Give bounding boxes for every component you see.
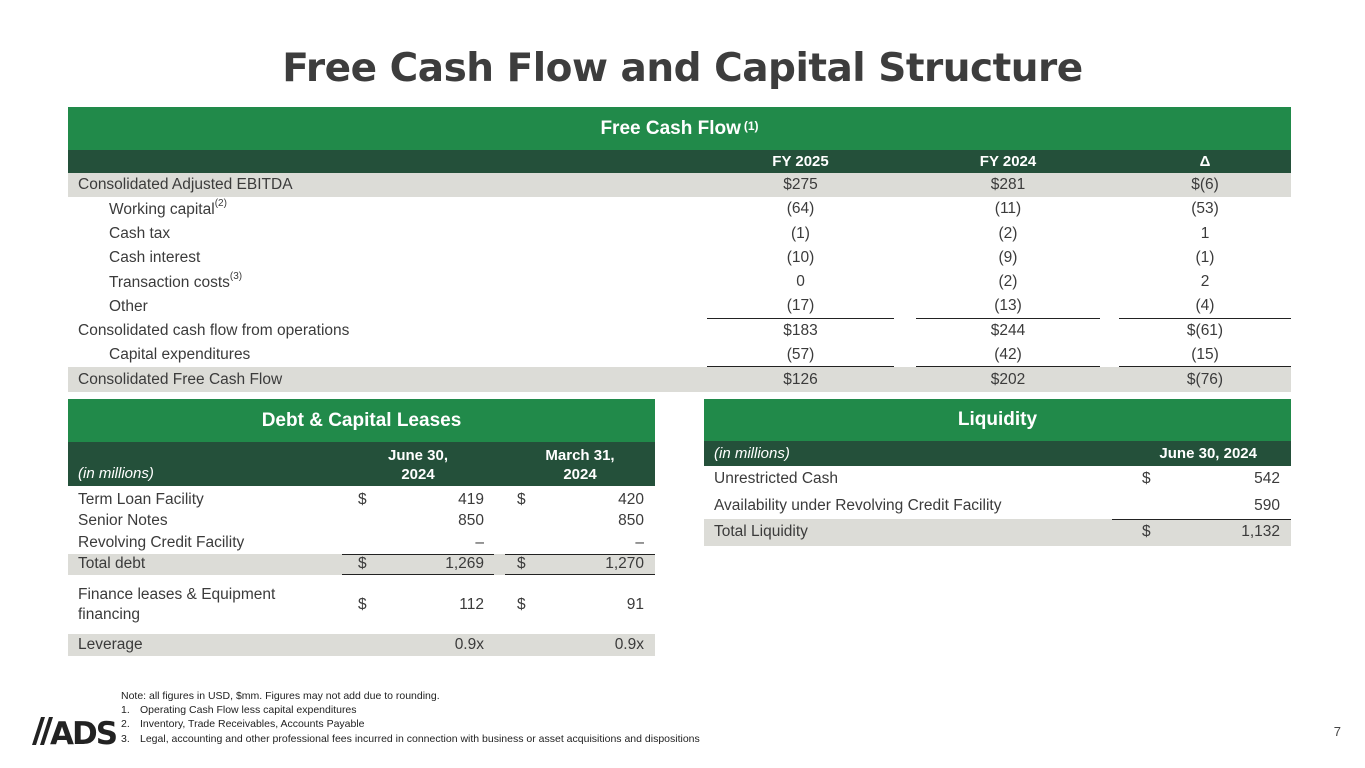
- liquidity-col-june: June 30, 2024: [1159, 445, 1257, 462]
- table-row: [704, 519, 1291, 546]
- currency: $: [517, 555, 526, 573]
- cell: (64): [786, 200, 815, 218]
- fcf-header-label: Free Cash Flow: [600, 117, 741, 139]
- table-row: [68, 270, 1291, 294]
- cell: $183: [783, 321, 818, 339]
- table-row: [68, 554, 655, 576]
- cell: –: [635, 533, 644, 551]
- cell: 590: [1254, 496, 1280, 514]
- row-label: Finance leases & Equipment financing: [78, 585, 276, 623]
- row-label: Term Loan Facility: [78, 490, 204, 508]
- cell: (17): [707, 294, 894, 318]
- fcf-header-footnote: (1): [743, 118, 759, 133]
- cell: 850: [458, 512, 484, 530]
- currency: $: [358, 595, 367, 613]
- table-row: [68, 367, 1291, 391]
- cell: $202: [990, 370, 1026, 388]
- liquidity-table: [704, 399, 1291, 546]
- cell: 1,269: [445, 555, 484, 573]
- page-title: Free Cash Flow and Capital Structure: [282, 46, 1083, 91]
- row-label: Working capital$^{(2)}$: [109, 197, 227, 219]
- currency: $: [358, 490, 367, 508]
- currency: $: [517, 595, 526, 613]
- cell: 1: [1200, 224, 1210, 242]
- cell: (9): [998, 249, 1018, 267]
- ads-logo: [30, 713, 125, 747]
- cell: 2: [1200, 273, 1210, 291]
- cell: $(76): [1186, 370, 1224, 388]
- cell: (11): [994, 200, 1022, 218]
- debt-units: (in millions): [78, 465, 154, 482]
- cell: 420: [618, 490, 644, 508]
- cell: –: [475, 533, 484, 551]
- row-label: Consolidated Adjusted EBITDA: [78, 176, 293, 194]
- cell: 850: [618, 512, 644, 530]
- footnotes: [121, 689, 700, 746]
- row-label: Revolving Credit Facility: [78, 533, 245, 551]
- row-label: Other: [109, 297, 148, 315]
- currency: $: [517, 490, 526, 508]
- fcf-header: [68, 107, 1291, 150]
- cell: (42): [916, 343, 1100, 367]
- cell: (10): [786, 249, 815, 267]
- cell: $(6): [1191, 176, 1219, 194]
- row-label: Cash tax: [109, 224, 171, 242]
- free-cash-flow-table: [68, 107, 1291, 392]
- cell: 1,270: [605, 555, 644, 573]
- row-label: Leverage: [78, 636, 143, 653]
- debt-column-header-row: [68, 442, 655, 486]
- table-row: [68, 246, 1291, 270]
- cell: (15): [1119, 343, 1291, 367]
- row-label: Consolidated cash flow from operations: [78, 321, 350, 339]
- cell: 112: [459, 595, 484, 613]
- row-label: Transaction costs$^{(3)}$: [109, 270, 243, 291]
- footnote-item: 3. Legal, accounting and other professional fees incurred in connection with business or asset acquisitions and dispositions: [121, 732, 700, 745]
- cell: (13): [916, 294, 1100, 318]
- cell: (4): [1119, 294, 1291, 318]
- svg-text:ADS: ADS: [50, 716, 117, 747]
- row-label: Availability under Revolving Credit Facility: [714, 496, 1002, 514]
- table-row: [704, 493, 1291, 520]
- table-row: [68, 343, 1291, 367]
- table-row: [704, 466, 1291, 493]
- liquidity-header: Liquidity: [704, 399, 1291, 441]
- table-row: [68, 319, 1291, 343]
- cell: $281: [990, 176, 1026, 194]
- row-label: Senior Notes: [78, 512, 168, 530]
- cell: 0: [796, 273, 805, 291]
- fcf-col-fy2025: FY 2025: [772, 153, 829, 170]
- cell: 542: [1254, 470, 1280, 488]
- liquidity-units: (in millions): [714, 445, 790, 462]
- cell: 419: [458, 490, 484, 508]
- table-row: [68, 634, 655, 656]
- cell: $(61): [1186, 321, 1224, 339]
- row-label: Consolidated Free Cash Flow: [78, 370, 283, 388]
- cell: (2): [998, 273, 1018, 291]
- table-row: [68, 532, 655, 554]
- cell: $244: [990, 321, 1026, 339]
- table-row: [68, 294, 1291, 318]
- cell: $275: [783, 176, 818, 194]
- cell: (2): [998, 224, 1018, 242]
- table-row: [68, 511, 655, 533]
- cell: 0.9x: [454, 636, 484, 653]
- debt-capital-leases-table: [68, 399, 655, 656]
- debt-col-june: June 30, 2024: [387, 447, 449, 483]
- table-row: [68, 197, 1291, 221]
- row-label: Total Liquidity: [714, 523, 808, 541]
- cell: (53): [1191, 200, 1219, 218]
- fcf-col-delta: Δ: [1199, 153, 1211, 170]
- debt-header: Debt & Capital Leases: [68, 399, 655, 442]
- debt-col-march: March 31, 2024: [545, 447, 615, 483]
- footnote-intro: Note: all figures in USD, $mm. Figures may not add due to rounding.: [121, 690, 440, 702]
- fcf-column-header-row: [68, 150, 1291, 173]
- cell: (1): [1195, 249, 1215, 267]
- cell: 91: [626, 595, 644, 613]
- row-label: Cash interest: [109, 249, 201, 267]
- cell: 0.9x: [614, 636, 644, 653]
- currency: $: [358, 555, 367, 573]
- table-row: [68, 222, 1291, 246]
- cell: 1,132: [1241, 523, 1280, 541]
- cell: $126: [783, 370, 818, 388]
- row-label: Unrestricted Cash: [714, 470, 839, 488]
- fcf-col-fy2024: FY 2024: [979, 153, 1037, 170]
- table-row: [68, 489, 655, 511]
- page-number: 7: [1333, 724, 1341, 739]
- liquidity-column-header-row: [704, 441, 1291, 466]
- currency: $: [1142, 523, 1151, 541]
- cell: (1): [791, 224, 810, 242]
- row-label: Capital expenditures: [109, 346, 251, 364]
- table-row: [68, 575, 655, 634]
- table-row: [68, 173, 1291, 197]
- footnote-item: 2. Inventory, Trade Receivables, Accounts Payable: [121, 718, 365, 731]
- row-label: Total debt: [78, 555, 146, 573]
- currency: $: [1142, 470, 1151, 488]
- cell: (57): [707, 343, 894, 367]
- footnote-item: 1. Operating Cash Flow less capital expenditures: [121, 704, 357, 717]
